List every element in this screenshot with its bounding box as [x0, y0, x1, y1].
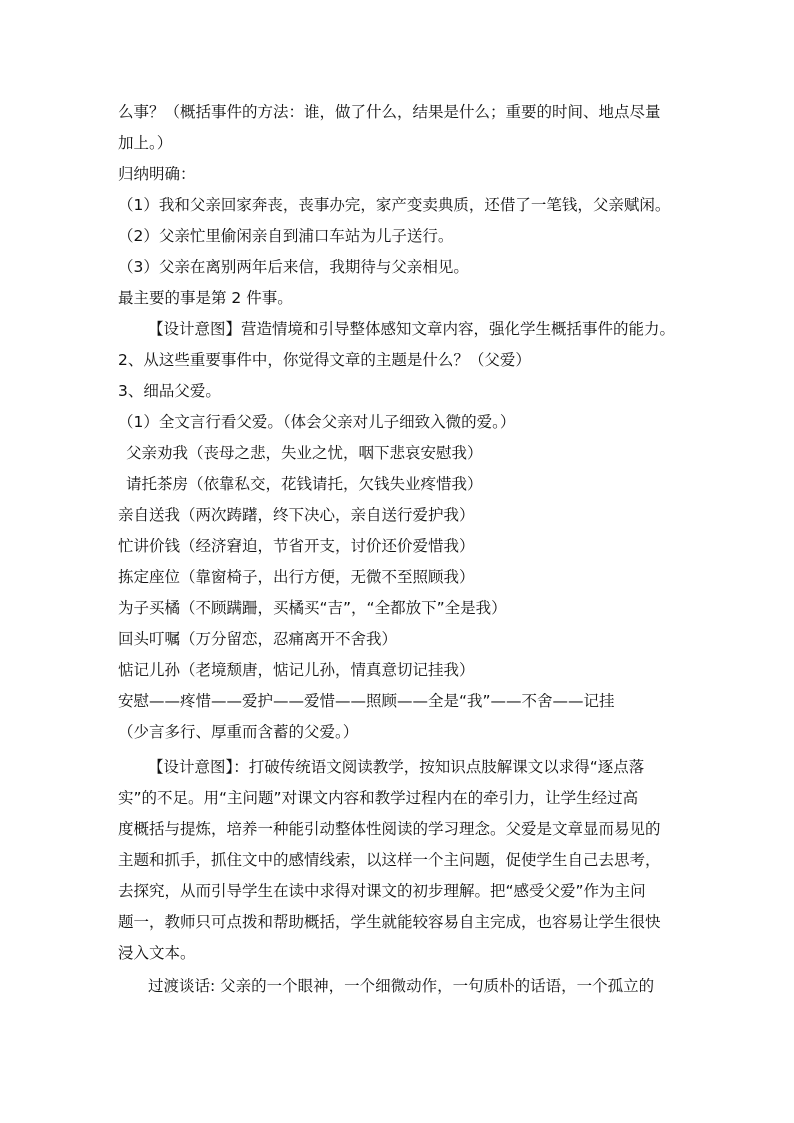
- text-line: 浸入文本。: [118, 944, 196, 962]
- text-line: 最主要的事是第 2 件事。: [118, 289, 293, 307]
- text-line: 归纳明确：: [118, 165, 196, 183]
- text-line: 惦记儿孙（老境颓唐，惦记儿孙，情真意切记挂我）: [118, 661, 475, 679]
- text-line: （少言多行、厚重而含蓄的父爱。）: [118, 723, 359, 741]
- text-line: 忙讲价钱（经济窘迫，节省开支，讨价还价爱惜我）: [118, 537, 475, 555]
- question-line: 3、细品父爱。: [118, 382, 221, 400]
- text-line: （2）父亲忙里偷闲亲自到浦口车站为儿子送行。: [118, 227, 454, 245]
- text-line: 父亲劝我（丧母之悲，失业之忧，咽下悲哀安慰我）: [126, 444, 483, 462]
- text-line: （1）全文言行看父爱。（体会父亲对儿子细致入微的爱。）: [118, 413, 516, 431]
- text-line: 亲自送我（两次踌躇，终下决心，亲自送行爱护我）: [118, 506, 475, 524]
- design-intent-line: 【设计意图】：打破传统语文阅读教学，按知识点肢解课文以求得“逐点落: [148, 758, 645, 776]
- text-line: 加上。）: [118, 134, 173, 152]
- text-line: （3）父亲在离别两年后来信，我期待与父亲相见。: [118, 258, 469, 276]
- transition-line: 过渡谈话: 父亲的一个眼神，一个细微动作，一句质朴的话语，一个孤立的: [148, 977, 655, 995]
- question-line: 2、从这些重要事件中，你觉得文章的主题是什么？（父爱）: [118, 351, 531, 369]
- text-line: 实”的不足。用“主问题”对课文内容和教学过程内在的牵引力，让学生经过高: [118, 789, 639, 807]
- text-line: 题一，教师只可点拨和帮助概括，学生就能较容易自主完成，也容易让学生很快: [118, 913, 661, 931]
- text-line: 主题和抓手，抓住文中的感情线索，以这样一个主问题，促使学生自己去思考，: [118, 851, 661, 869]
- text-line: 为子买橘（不顾蹒跚，买橘买“吉”，“全都放下”全是我）: [118, 599, 507, 617]
- text-line: 去探究，从而引导学生在读中求得对课文的初步理解。把“感受父爱”作为主问: [118, 882, 646, 900]
- text-line: 拣定座位（靠窗椅子，出行方便，无微不至照顾我）: [118, 568, 475, 586]
- text-line: 请托茶房（依靠私交，花钱请托，欠钱失业疼惜我）: [126, 475, 483, 493]
- design-intent-line: 【设计意图】营造情境和引导整体感知文章内容，强化学生概括事件的能力。: [148, 320, 676, 338]
- text-line: 度概括与提炼，培养一种能引动整体性阅读的学习理念。父爱是文章显而易见的: [118, 820, 661, 838]
- text-line: （1）我和父亲回家奔丧，丧事办完，家产变卖典质，还借了一笔钱，父亲赋闲。: [118, 196, 671, 214]
- text-line: 么事？（概括事件的方法：谁，做了什么，结果是什么；重要的时间、地点尽量: [118, 103, 661, 121]
- text-line: 回头叮嘱（万分留恋，忍痛离开不舍我）: [118, 630, 398, 648]
- text-line: 安慰——疼惜——爱护——爱惜——照顾——全是“我”——不舍——记挂: [118, 692, 615, 710]
